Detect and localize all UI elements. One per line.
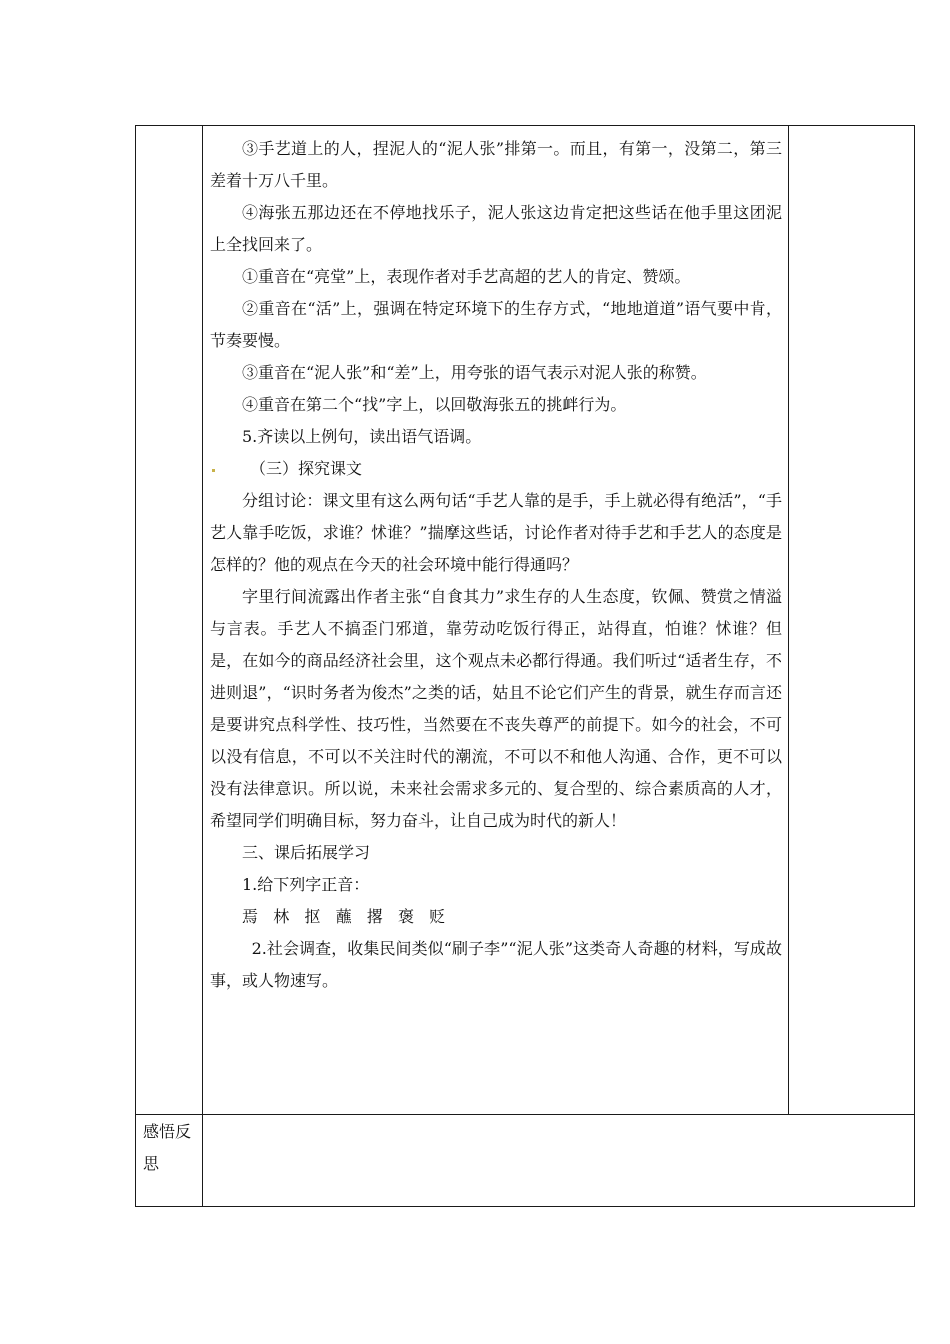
paragraph-example-4: ④海张五那边还在不停地找乐子，泥人张这边肯定把这些话在他手里这团泥上全找回来了。 (210, 203, 782, 254)
paragraph-stress-1: ①重音在“亮堂”上，表现作者对手艺高超的艺人的肯定、赞颂。 (242, 267, 691, 286)
section-heading-explore-text: （三）探究课文 (250, 459, 363, 478)
table-divider-right (788, 125, 789, 1114)
paragraph-group-discussion: 分组讨论：课文里有这么两句话“手艺人靠的是手，手上就必得有绝活”，“手艺人靠手吃饭，求谁？怵谁？”揣摩这些话，讨论作者对待手艺和手艺人的态度是怎样的？他的观点在今天的社会环境中能行得通吗？ (210, 491, 782, 574)
paragraph-stress-2: ②重音在“活”上，强调在特定环境下的生存方式，“地地道道”语气要中肯，节奏要慢。 (210, 299, 782, 350)
paragraph-stress-3: ③重音在“泥人张”和“差”上，用夸张的语气表示对泥人张的称赞。 (242, 363, 707, 382)
lesson-content (210, 133, 782, 997)
bullet-dot (212, 469, 215, 472)
reflection-label: 感悟反思 (143, 1122, 192, 1173)
paragraph-read-aloud: 5.齐读以上例句，读出语气语调。 (242, 427, 482, 446)
paragraph-answer: 字里行间流露出作者主张“自食其力”求生存的人生态度，钦佩、赞赏之情溢与言表。手艺人不搞歪门邪道，靠劳动吃饭行得正，站得直，怕谁？怵谁？但是，在如今的商品经济社会里，这个观点未必都行得通。我们听过“适者生存，不进则退”，“识时务者为俊杰”之类的话，姑且不论它们产生的背景，就生存而言还是要讲究点科学性、技巧性，当然要在不丧失尊严的前提下。如今的社会，不可以没有信息，不可以不关注时代的潮流，不可以不和他人沟通、合作，更不可以没有法律意识。所以说，未来社会需求多元的、复合型的、综合素质高的人才，希望同学们明确目标，努力奋斗，让自己成为时代的新人！ (210, 587, 782, 830)
exercise-1-characters: 焉林抠蘸撂褒贬 (242, 907, 461, 926)
table-divider-left (202, 125, 203, 1207)
section-heading-extension: 三、课后拓展学习 (242, 843, 371, 862)
exercise-2: 2.社会调查，收集民间类似“刷子李”“泥人张”这类奇人奇趣的材料，写成故事，或人物速写。 (210, 939, 782, 990)
exercise-1: 1.给下列字正音： (242, 875, 370, 894)
section-heading-explore (210, 453, 782, 485)
paragraph-example-3: ③手艺道上的人，捏泥人的“泥人张”排第一。而且，有第一，没第二，第三差着十万八千里。 (210, 139, 782, 190)
table-divider-bottom-row (135, 1114, 915, 1115)
paragraph-stress-4: ④重音在第二个“找”字上，以回敬海张五的挑衅行为。 (242, 395, 627, 414)
